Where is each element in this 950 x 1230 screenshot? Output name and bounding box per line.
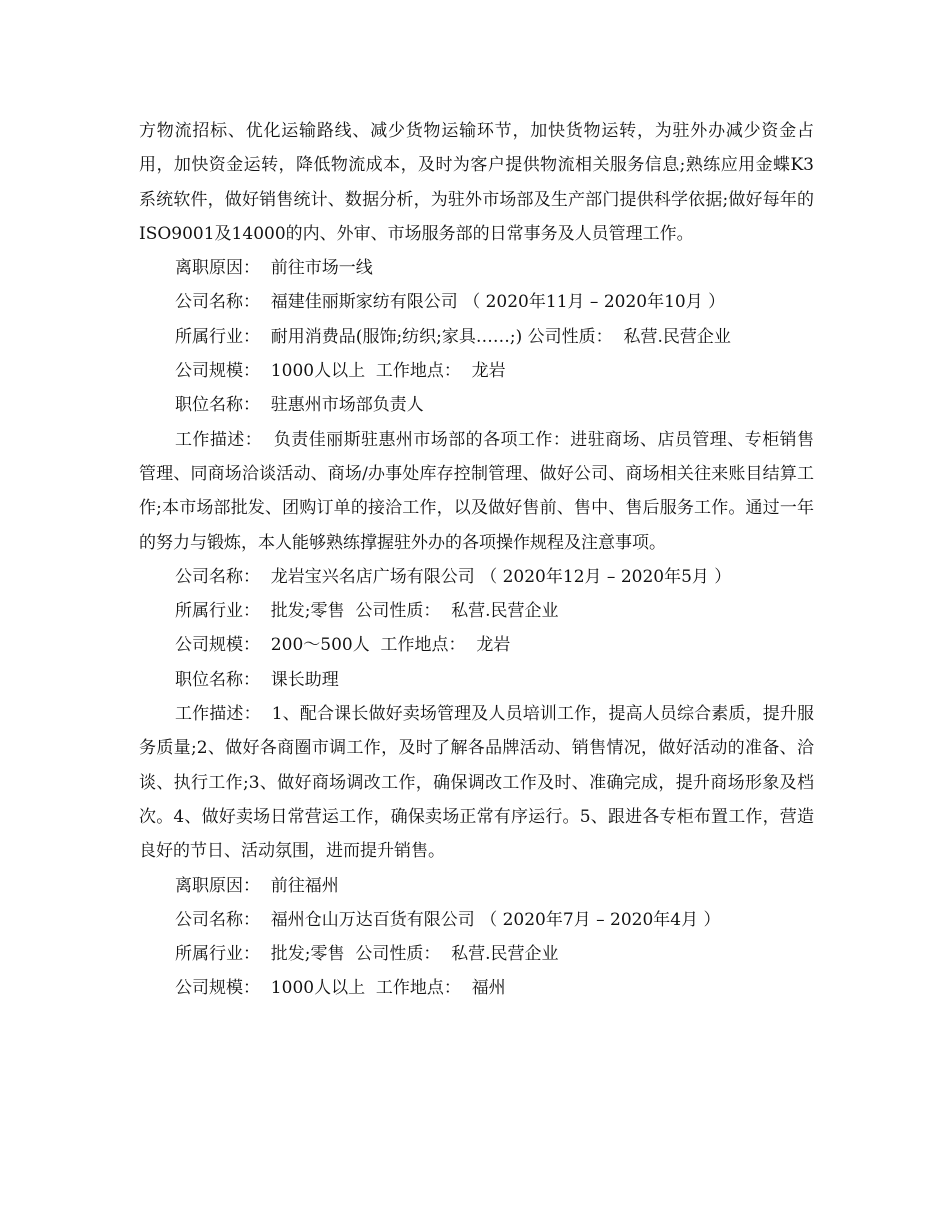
position-title: 职位名称： 驻惠州市场部负责人 [175, 395, 424, 416]
industry-and-type: 所属行业： 批发;零售 公司性质： 私营.民营企业 [175, 944, 559, 965]
industry-and-type: 所属行业： 批发;零售 公司性质： 私营.民营企业 [175, 601, 559, 622]
position-title: 职位名称： 课长助理 [175, 669, 339, 690]
industry-and-type: 所属行业： 耐用消费品(服饰;纺织;家具……;) 公司性质： 私营.民营企业 [175, 326, 731, 347]
work-description: 工作描述： 负责佳丽斯驻惠州市场部的各项工作：进驻商场、店员管理、专柜销售管理、同商场洽谈活动、商场/办事处库存控制管理、做好公司、商场相关往来账目结算工作;本市场部批发、团购订单的接洽工作，以及做好售前、售中、售后服务工作。通过一年的努力与锻炼，本人能够熟练撑握驻外办的各项操作规程及注意事项。 [139, 429, 814, 553]
company-size-and-location: 公司规模： 1000人以上 工作地点： 福州 [175, 978, 506, 999]
leave-reason: 离职原因： 前往市场一线 [175, 258, 373, 279]
work-description-continued: 方物流招标、优化运输路线、减少货物运输环节，加快货物运转，为驻外办减少资金占用，加快资金运转，降低物流成本，及时为客户提供物流相关服务信息;熟练应用金蝶K3系统软件，做好销售统计、数据分析，为驻外市场部及生产部门提供科学依据;做好每年的ISO9001及14000的内、外审、市场服务部的日常事务及人员管理工作。 [139, 121, 814, 244]
company-name: 公司名称： 福州仓山万达百货有限公司 （ 2020年7月 – 2020年4月 ） [175, 909, 721, 930]
company-name: 公司名称： 福建佳丽斯家纺有限公司 （ 2020年11月 – 2020年10月 ） [175, 292, 726, 313]
company-size-and-location: 公司规模： 200～500人 工作地点： 龙岩 [175, 635, 511, 656]
leave-reason: 离职原因： 前往福州 [175, 875, 339, 896]
resume-body [139, 114, 814, 1006]
company-name: 公司名称： 龙岩宝兴名店广场有限公司 （ 2020年12月 – 2020年5月 ） [175, 566, 732, 587]
company-size-and-location: 公司规模： 1000人以上 工作地点： 龙岩 [175, 361, 506, 382]
work-description: 工作描述： 1、配合课长做好卖场管理及人员培训工作，提高人员综合素质，提升服务质量;2、做好各商圈市调工作，及时了解各品牌活动、销售情况，做好活动的准备、洽谈、执行工作;3、做好商场调改工作，确保调改工作及时、准确完成，提升商场形象及档次。4、做好卖场日常营运工作，确保卖场正常有序运行。5、跟进各专柜布置工作，营造良好的节日、活动氛围，进而提升销售。 [139, 704, 814, 862]
